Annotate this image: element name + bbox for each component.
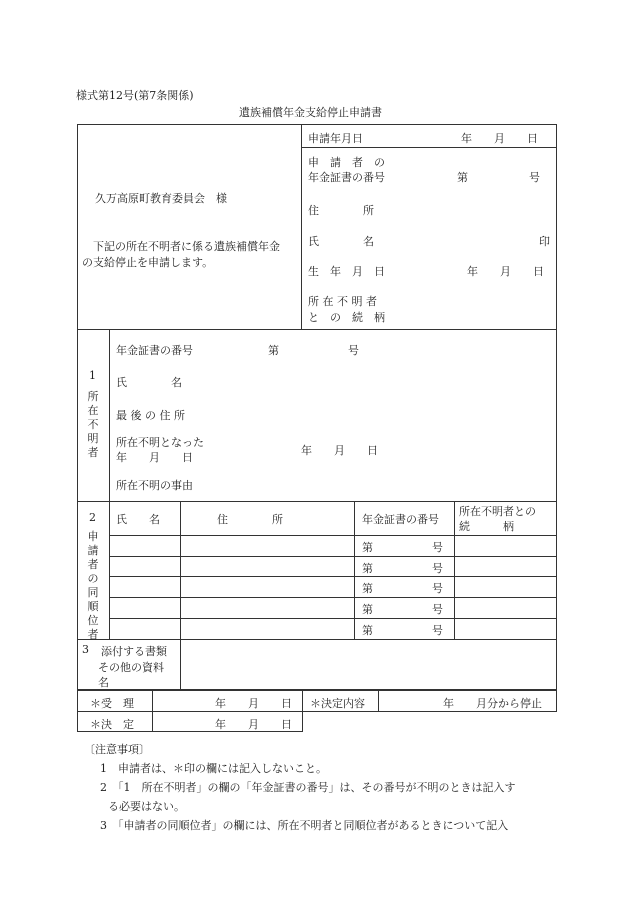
- section1-title: 所在不明者: [87, 390, 99, 459]
- col-address-header: 住 所: [217, 513, 283, 526]
- section2-title: 申請者の同順位者: [87, 530, 99, 641]
- col-cert-header: 年金証書の番号: [362, 513, 439, 526]
- application-date-value[interactable]: 年 月 日: [461, 132, 538, 145]
- decided-label: ＊決 定: [90, 718, 134, 731]
- note-2b: る必要はない。: [108, 800, 185, 813]
- received-date: 年 月 日: [215, 697, 292, 710]
- application-date-label: 申請年月日: [308, 132, 363, 145]
- addressee: 久万高原町教育委員会 様: [95, 192, 227, 205]
- col-name-header: 氏 名: [116, 513, 160, 526]
- attachments-label-2: その他の資料: [98, 661, 164, 674]
- section2-number: 2: [89, 511, 96, 524]
- row1-cert-dai: 第: [362, 541, 373, 554]
- applicant-birth-value[interactable]: 年 月 日: [467, 265, 544, 278]
- note-2a: 2 「1 所在不明者」の欄の「年金証書の番号」は、その番号が不明のときは記入す: [100, 781, 516, 794]
- decision-content-label: ＊決定内容: [310, 697, 365, 710]
- decided-date: 年 月 日: [215, 718, 292, 731]
- missing-cert-label: 年金証書の番号: [116, 344, 193, 357]
- note-3: 3 「申請者の同順位者」の欄には、所在不明者と同順位者があるときについて記入: [100, 819, 509, 832]
- request-text-2: の支給停止を申請します。: [82, 256, 214, 269]
- received-label: ＊受 理: [90, 697, 134, 710]
- missing-last-address-label: 最 後 の 住 所: [116, 409, 185, 422]
- missing-name-label: 氏 名: [116, 376, 182, 389]
- missing-cert-go: 号: [348, 344, 359, 357]
- seal-mark: 印: [539, 235, 550, 248]
- form-number: 様式第12号(第7条関係): [76, 89, 194, 102]
- col-relation-header-2: 続 柄: [459, 520, 514, 533]
- row4-cert-dai: 第: [362, 603, 373, 616]
- missing-since-value[interactable]: 年 月 日: [301, 444, 378, 457]
- missing-since-label-2: 年 月 日: [116, 451, 193, 464]
- section3-number: 3: [82, 643, 89, 656]
- section1-number: 1: [89, 369, 96, 382]
- relation-label-2: と の 続 柄: [308, 311, 385, 324]
- row3-cert-dai: 第: [362, 582, 373, 595]
- decision-content-value: 年 月分から停止: [443, 697, 542, 710]
- relation-label-1: 所 在 不 明 者: [308, 295, 377, 308]
- notes-header: 〔注意事項〕: [84, 743, 150, 756]
- applicant-cert-dai: 第: [457, 171, 468, 184]
- note-1: 1 申請者は、＊印の欄には記入しないこと。: [100, 762, 327, 775]
- request-text-1: 下記の所在不明者に係る遺族補償年金: [93, 240, 280, 253]
- row5-cert-dai: 第: [362, 624, 373, 637]
- row5-cert-go: 号: [432, 624, 443, 637]
- applicant-cert-go: 号: [529, 171, 540, 184]
- attachments-label-3: 名: [98, 676, 109, 689]
- attachments-label-1: 添付する書類: [101, 645, 167, 658]
- missing-reason-label: 所在不明の事由: [116, 479, 193, 492]
- applicant-cert-label-2: 年金証書の番号: [308, 171, 385, 184]
- applicant-cert-label-1: 申 請 者 の: [308, 156, 385, 169]
- row1-cert-go: 号: [432, 541, 443, 554]
- row2-cert-dai: 第: [362, 562, 373, 575]
- col-relation-header-1: 所在不明者との: [459, 505, 536, 518]
- applicant-name-label: 氏 名: [308, 235, 374, 248]
- missing-since-label-1: 所在不明となった: [116, 436, 204, 449]
- row4-cert-go: 号: [432, 603, 443, 616]
- applicant-address-label: 住 所: [308, 204, 374, 217]
- form-title: 遺族補償年金支給停止申請書: [239, 106, 382, 119]
- missing-cert-dai: 第: [268, 344, 279, 357]
- applicant-birth-label: 生 年 月 日: [308, 265, 385, 278]
- row3-cert-go: 号: [432, 582, 443, 595]
- row2-cert-go: 号: [432, 562, 443, 575]
